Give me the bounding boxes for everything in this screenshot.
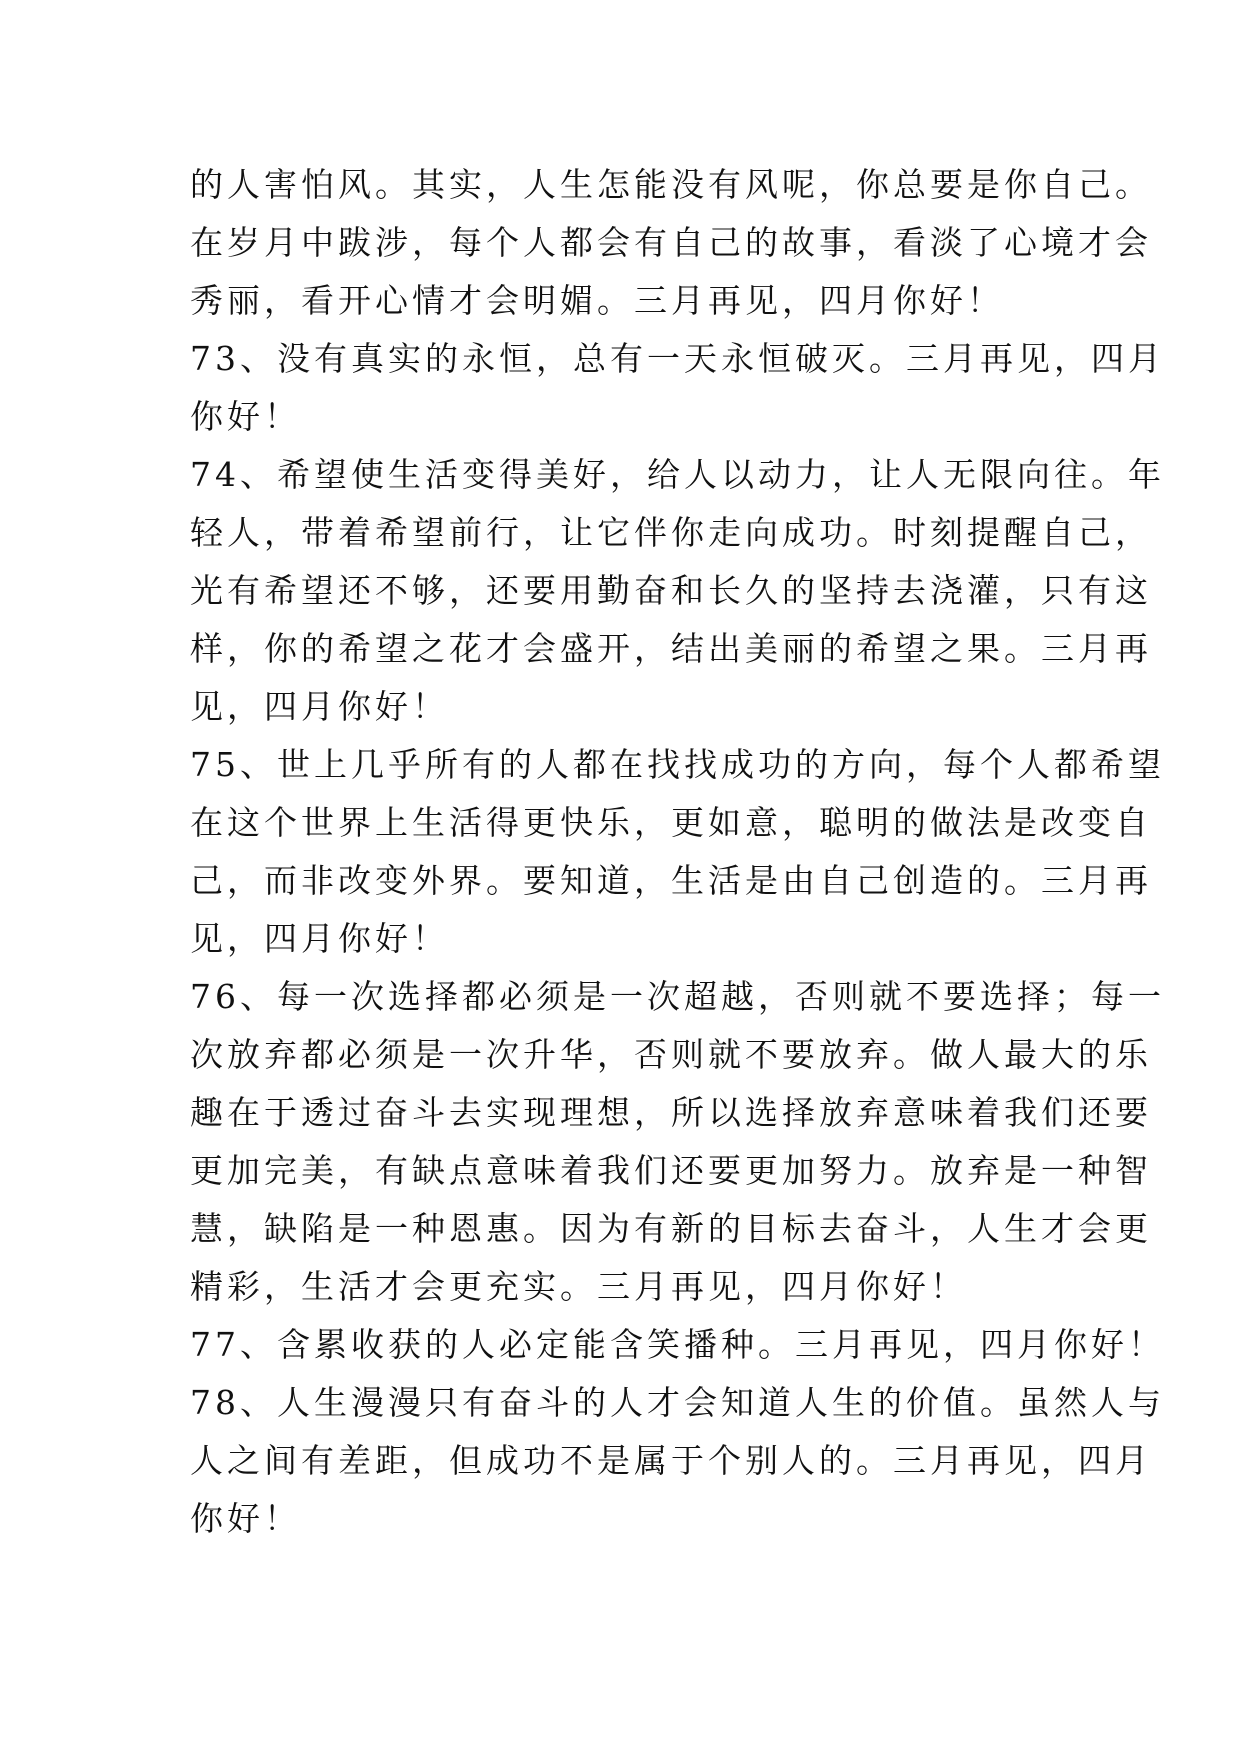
text-line: 见，四月你好！ — [190, 919, 449, 958]
text-line: 78、人生漫漫只有奋斗的人才会知道人生的价值。虽然人与 — [190, 1383, 1165, 1422]
text-line: 你好！ — [190, 1499, 301, 1538]
text-line: 精彩，生活才会更充实。三月再见，四月你好！ — [190, 1267, 967, 1306]
text-line: 见，四月你好！ — [190, 687, 449, 726]
text-line: 趣在于透过奋斗去实现理想，所以选择放弃意味着我们还要 — [190, 1093, 1152, 1132]
text-line: 光有希望还不够，还要用勤奋和长久的坚持去浇灌，只有这 — [190, 571, 1152, 610]
text-line: 人之间有差距，但成功不是属于个别人的。三月再见，四月 — [190, 1441, 1152, 1480]
text-line: 的人害怕风。其实，人生怎能没有风呢，你总要是你自己。 — [190, 165, 1152, 204]
text-line: 75、世上几乎所有的人都在找找成功的方向，每个人都希望 — [190, 745, 1165, 784]
text-line: 轻人，带着希望前行，让它伴你走向成功。时刻提醒自己， — [190, 513, 1152, 552]
text-line: 样，你的希望之花才会盛开，结出美丽的希望之果。三月再 — [190, 629, 1152, 668]
text-line: 77、含累收获的人必定能含笑播种。三月再见，四月你好！ — [190, 1325, 1165, 1364]
text-line: 慧，缺陷是一种恩惠。因为有新的目标去奋斗，人生才会更 — [190, 1209, 1152, 1248]
text-line: 73、没有真实的永恒，总有一天永恒破灭。三月再见，四月 — [190, 339, 1165, 378]
text-line: 秀丽，看开心情才会明媚。三月再见，四月你好！ — [190, 281, 1004, 320]
text-line: 次放弃都必须是一次升华，否则就不要放弃。做人最大的乐 — [190, 1035, 1152, 1074]
body-text — [190, 156, 1165, 1548]
text-line: 你好！ — [190, 397, 301, 436]
text-line: 76、每一次选择都必须是一次超越，否则就不要选择；每一 — [190, 977, 1165, 1016]
text-line: 更加完美，有缺点意味着我们还要更加努力。放弃是一种智 — [190, 1151, 1152, 1190]
text-line: 74、希望使生活变得美好，给人以动力，让人无限向往。年 — [190, 455, 1165, 494]
text-line: 在这个世界上生活得更快乐，更如意，聪明的做法是改变自 — [190, 803, 1152, 842]
text-line: 在岁月中跋涉，每个人都会有自己的故事，看淡了心境才会 — [190, 223, 1152, 262]
text-line: 己，而非改变外界。要知道，生活是由自己创造的。三月再 — [190, 861, 1152, 900]
